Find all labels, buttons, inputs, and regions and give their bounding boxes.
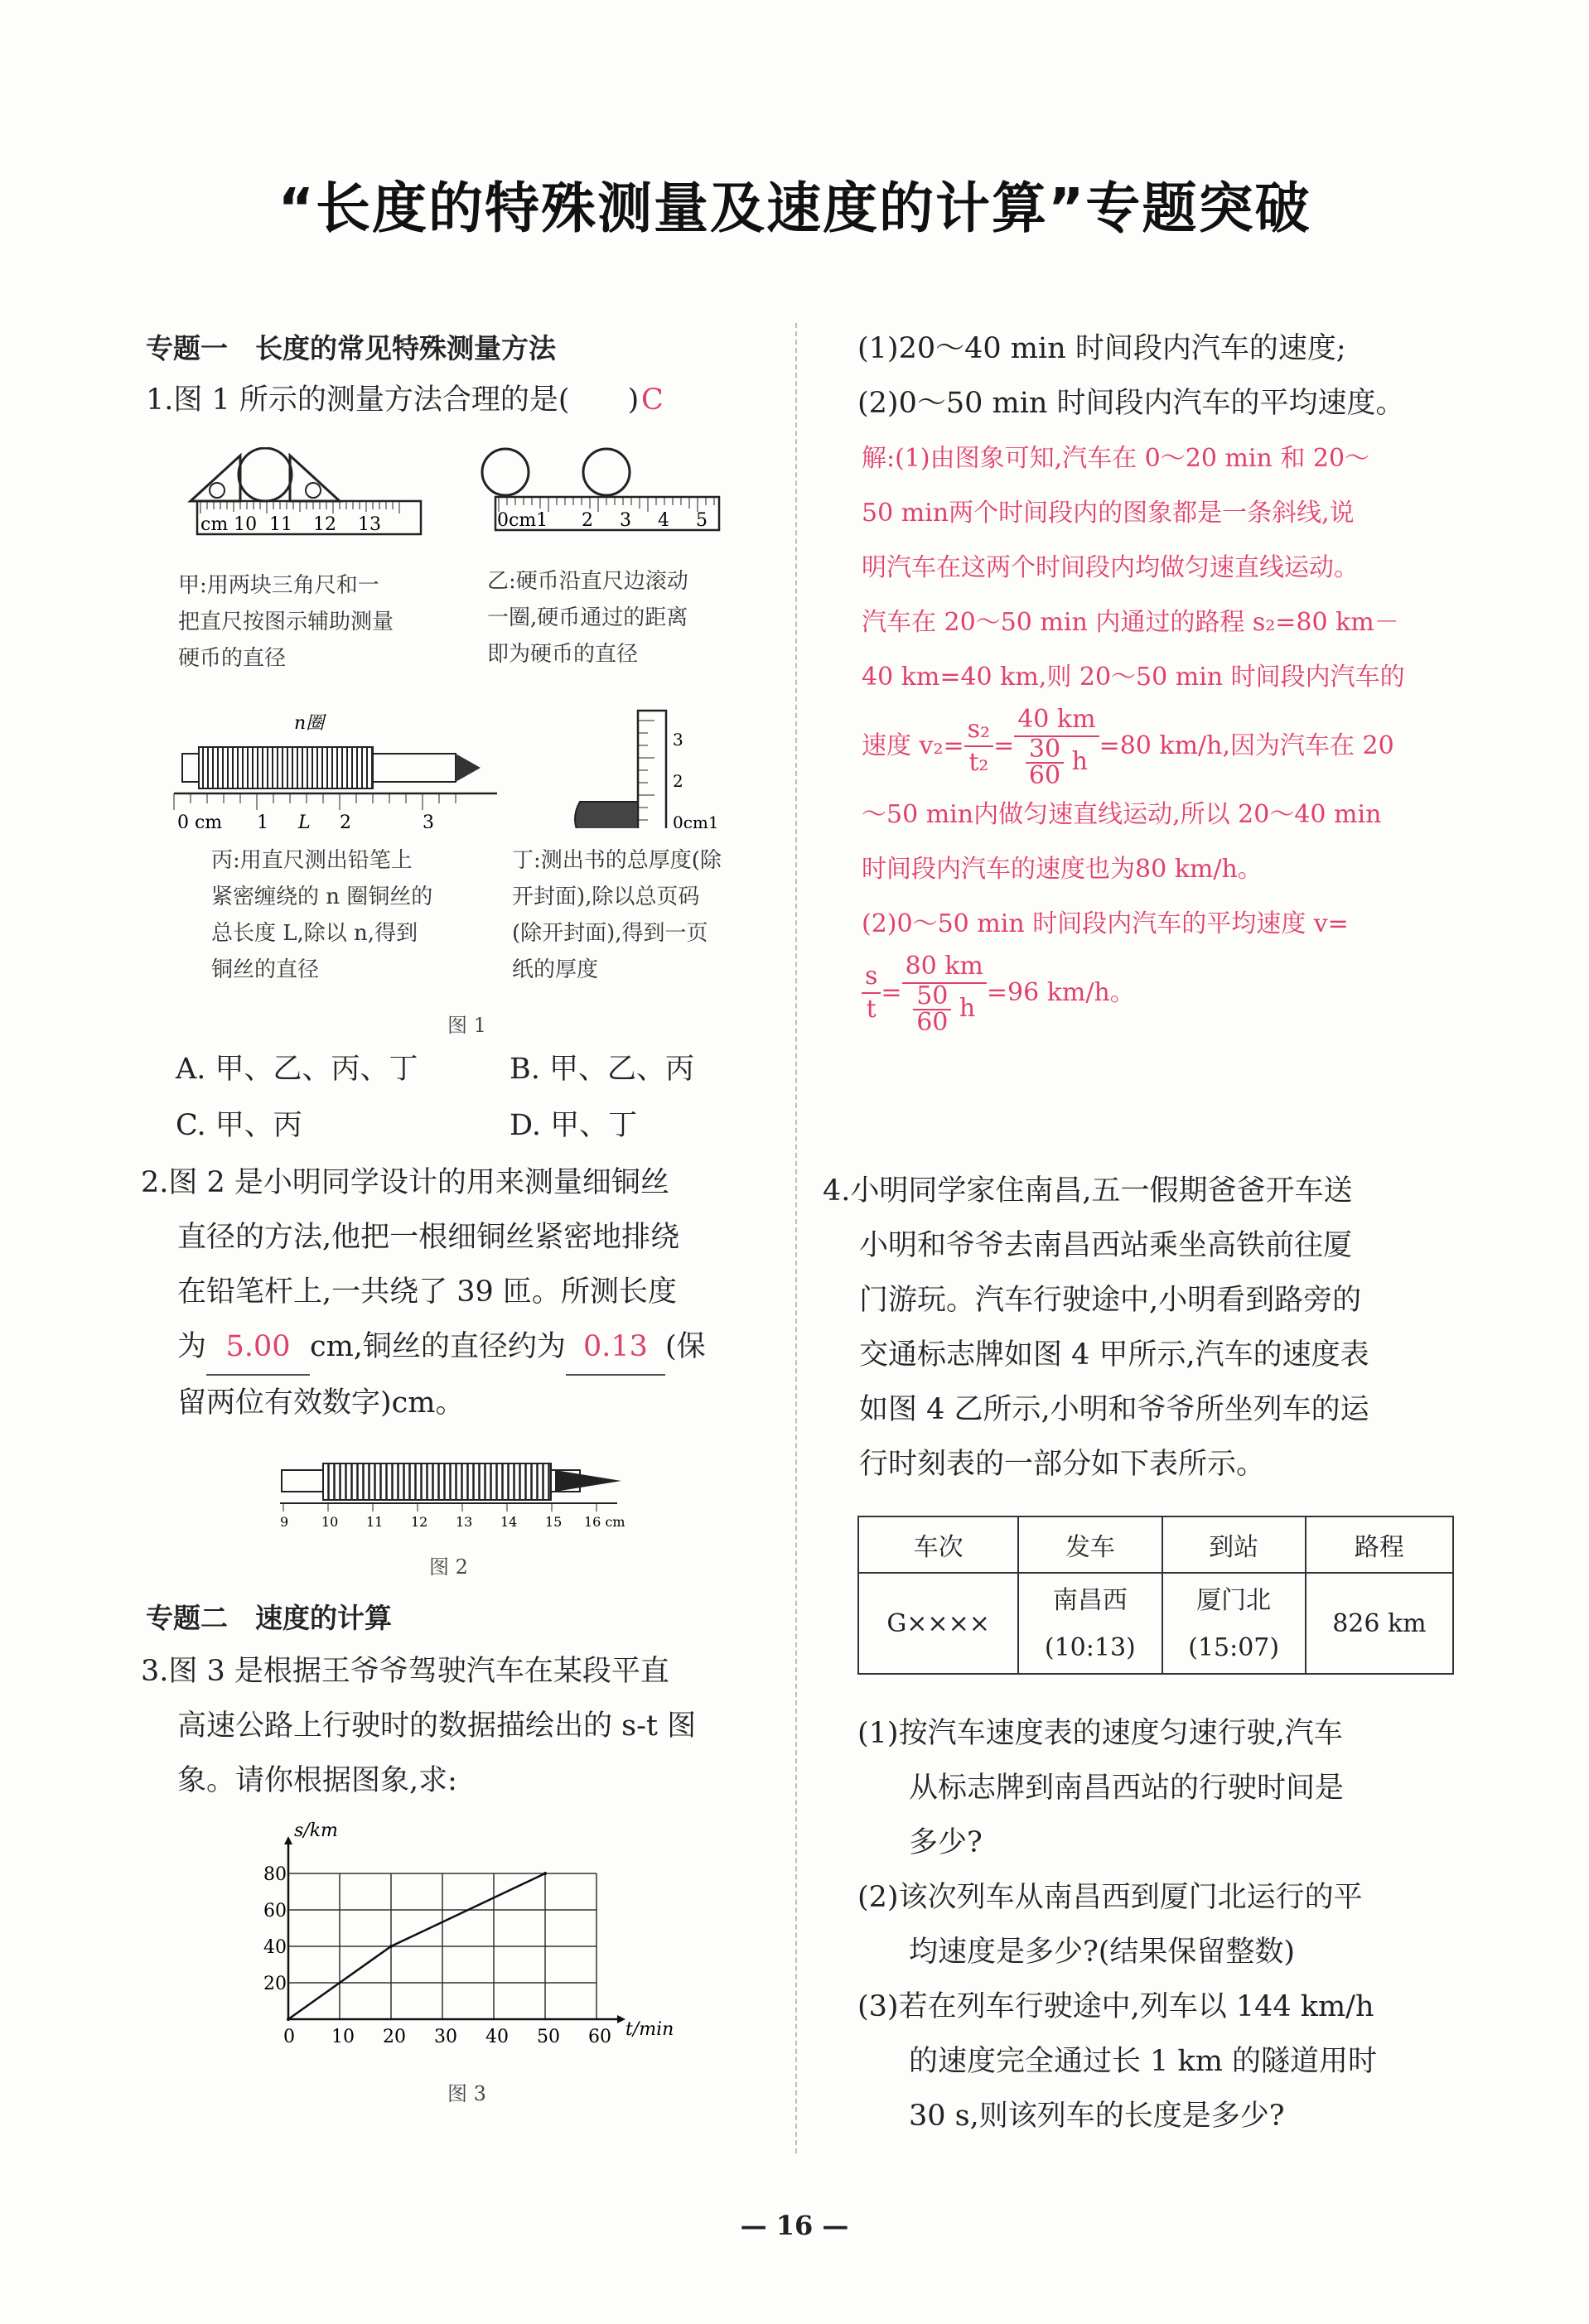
option-a: A. 甲、乙、丙、丁 <box>176 1053 418 1086</box>
ruler-yi-tick: 0cm1 <box>497 510 548 531</box>
q2-text: 2.图 2 是小明同学设计的用来测量细铜丝 直径的方法,他把一根细铜丝紧密地排绕 在铅笔杆上,一共绕了 39 匝。所测长度 为 5.00 cm,铜丝的直径约为 0.13 (保 留两位有效数字)cm。 <box>141 1166 706 1420</box>
ruler-bing-label-L: L <box>298 812 311 828</box>
table-header: 发车 <box>1018 1516 1162 1573</box>
option-b: B. 甲、乙、丙 <box>510 1053 694 1086</box>
ruler-bing-label-n: n圈 <box>294 713 325 734</box>
ruler-jia-tick: 11 <box>269 514 292 535</box>
figure2 <box>273 1454 630 1532</box>
table-cell-depart: 南昌西 (10:13) <box>1018 1573 1162 1674</box>
ruler-bing-tick: 2 <box>340 812 351 828</box>
figure3-chart <box>249 1818 696 2058</box>
caption-jia: 甲:用两块三角尺和一 把直尺按图示辅助测量 硬币的直径 <box>178 573 394 671</box>
ruler-bing-tick: 1 <box>257 812 268 828</box>
x-tick-label: 40 <box>485 2027 509 2047</box>
fig2-tick: 11 <box>366 1514 384 1530</box>
fig2-tick: 13 <box>456 1514 473 1530</box>
table-cell-arrive: 厦门北 (15:07) <box>1162 1573 1306 1674</box>
ruler-yi-tick: 2 <box>582 510 593 531</box>
table-cell-train: G×××× <box>858 1573 1018 1674</box>
x-tick-label: 0 <box>283 2027 295 2047</box>
ruler-jia-tick: 12 <box>313 514 336 535</box>
figure3-caption: 图 3 <box>447 2082 486 2105</box>
q3-text: 3.图 3 是根据王爷爷驾驶汽车在某段平直 高速公路上行驶时的数据描绘出的 s-t 图 象。请你根据图象,求: <box>141 1655 697 1797</box>
table-header: 路程 <box>1306 1516 1453 1573</box>
q3-solution: 解:(1)由图象可知,汽车在 0～20 min 和 20～ 50 min两个时间段内的图象都是一条斜线,说 明汽车在这两个时间段内均做匀速直线运动。 汽车在 20～50 min 内通过的路程 s₂=80 km－ 40 km=40 km,则 20～50 min 时间段内汽车的 速度 v₂= $\frac{\text{s₂}}{\text{t₂}}$ = 40 km $\frac{30}{60}$ h =80 km/h,因为汽车在 20 ～50 min内做匀速直线运动,所以 20～40 min 时间段内汽车的速度也为80 km/h。 (2)0～50 min 时间段内汽车的平均速度 v= $\frac{s}{t}$ = 80 km $\frac{50}{60}$ h =96 km/h。 <box>862 444 1405 1037</box>
figure1-caption: 图 1 <box>447 1014 486 1037</box>
q1-stem: 1.图 1 所示的测量方法合理的是( ) C <box>146 373 639 427</box>
table-header: 车次 <box>858 1516 1018 1573</box>
caption-ding: 丁:测出书的总厚度(除 开封面),除以总页码 (除开封面),得到一页 纸的厚度 <box>512 848 722 982</box>
q4-text: 4.小明同学家住南昌,五一假期爸爸开车送 小明和爷爷去南昌西站乘坐高铁前往厦 门游玩。汽车行驶途中,小明看到路旁的 交通标志牌如图 4 甲所示,汽车的速度表 如图 4 乙所示,小明和爷爷所坐列车的运 行时刻表的一部分如下表所示。 <box>823 1174 1369 1481</box>
caption-bing: 丙:用直尺测出铅笔上 紧密缠绕的 n 圈铜丝的 总长度 L,除以 n,得到 铜丝的直径 <box>211 848 433 982</box>
fig2-tick: 15 <box>545 1514 563 1530</box>
ruler-jia-tick: 13 <box>358 514 381 535</box>
fig1-jia-drawing <box>191 448 421 535</box>
ruler-ding-tick: 2 <box>673 771 683 791</box>
timetable <box>857 1516 1454 1675</box>
x-tick-label: 30 <box>434 2027 457 2047</box>
fig1-yi-drawing <box>482 449 719 531</box>
ruler-bing-tick: 3 <box>423 812 434 828</box>
ruler-yi-tick: 5 <box>696 510 708 531</box>
table-header: 到站 <box>1162 1516 1306 1573</box>
chart-ylabel: s/km <box>294 1820 338 1841</box>
ruler-bing-tick: 0 cm <box>177 812 223 828</box>
x-tick-label: 50 <box>537 2027 560 2047</box>
fig2-tick: 16 cm <box>584 1514 625 1530</box>
data-point <box>287 2018 290 2021</box>
y-tick-label: 20 <box>263 1974 287 1994</box>
q1-answer: C <box>641 383 664 417</box>
q3-subquestions: (1)20～40 min 时间段内汽车的速度; (2)0～50 min 时间段内汽车的平均速度。 <box>857 332 1405 420</box>
ruler-ding-tick: 3 <box>673 730 683 750</box>
option-d: D. 甲、丁 <box>510 1109 638 1142</box>
x-axis-arrow <box>617 2015 625 2023</box>
figure2-caption: 图 2 <box>429 1555 468 1579</box>
x-tick-label: 60 <box>588 2027 611 2047</box>
q4-subquestions: (1)按汽车速度表的速度匀速行驶,汽车 从标志牌到南昌西站的行驶时间是 多少? (2)该次列车从南昌西到厦门北运行的平 均速度是多少?(结果保留整数) (3)若在列车行驶途中,列车以 144 km/h 的速度完全通过长 1 km 的隧道用时 30 s,则该列车的长度是多少? <box>857 1717 1378 2133</box>
fig2-tick: 14 <box>500 1514 518 1530</box>
q2-blank-length: 5.00 <box>206 1319 310 1376</box>
y-axis-arrow <box>284 1836 292 1844</box>
fig1-ding-drawing <box>575 711 719 828</box>
page-title: “长度的特殊测量及速度的计算”专题突破 <box>278 176 1311 240</box>
ruler-yi-tick: 3 <box>620 510 631 531</box>
section2-heading: 专题二 速度的计算 <box>146 1602 392 1634</box>
column-divider <box>795 323 797 2153</box>
ruler-jia-tick: cm 10 <box>200 514 258 535</box>
y-tick-label: 80 <box>263 1864 287 1885</box>
y-tick-label: 40 <box>263 1937 287 1958</box>
table-cell-distance: 826 km <box>1306 1573 1453 1674</box>
fig2-tick: 12 <box>411 1514 428 1530</box>
data-point <box>543 1872 547 1875</box>
section1-heading: 专题一 长度的常见特殊测量方法 <box>146 332 556 364</box>
page-number: — 16 — <box>740 2210 849 2241</box>
data-point <box>389 1945 393 1948</box>
x-tick-label: 20 <box>383 2027 406 2047</box>
fig1-bing-drawing <box>174 713 497 828</box>
ruler-ding-tick: 0cm1 <box>673 812 719 828</box>
option-c: C. 甲、丙 <box>176 1109 302 1142</box>
caption-yi: 乙:硬币沿直尺边滚动 一圈,硬币通过的距离 即为硬币的直径 <box>487 569 688 667</box>
fig2-tick: 9 <box>280 1514 289 1530</box>
x-tick-label: 10 <box>331 2027 355 2047</box>
fig2-tick: 10 <box>321 1514 339 1530</box>
y-tick-label: 60 <box>263 1901 287 1921</box>
q2-blank-diameter: 0.13 <box>566 1319 665 1376</box>
chart-xlabel: t/min <box>625 2019 674 2040</box>
ruler-yi-tick: 4 <box>658 510 669 531</box>
